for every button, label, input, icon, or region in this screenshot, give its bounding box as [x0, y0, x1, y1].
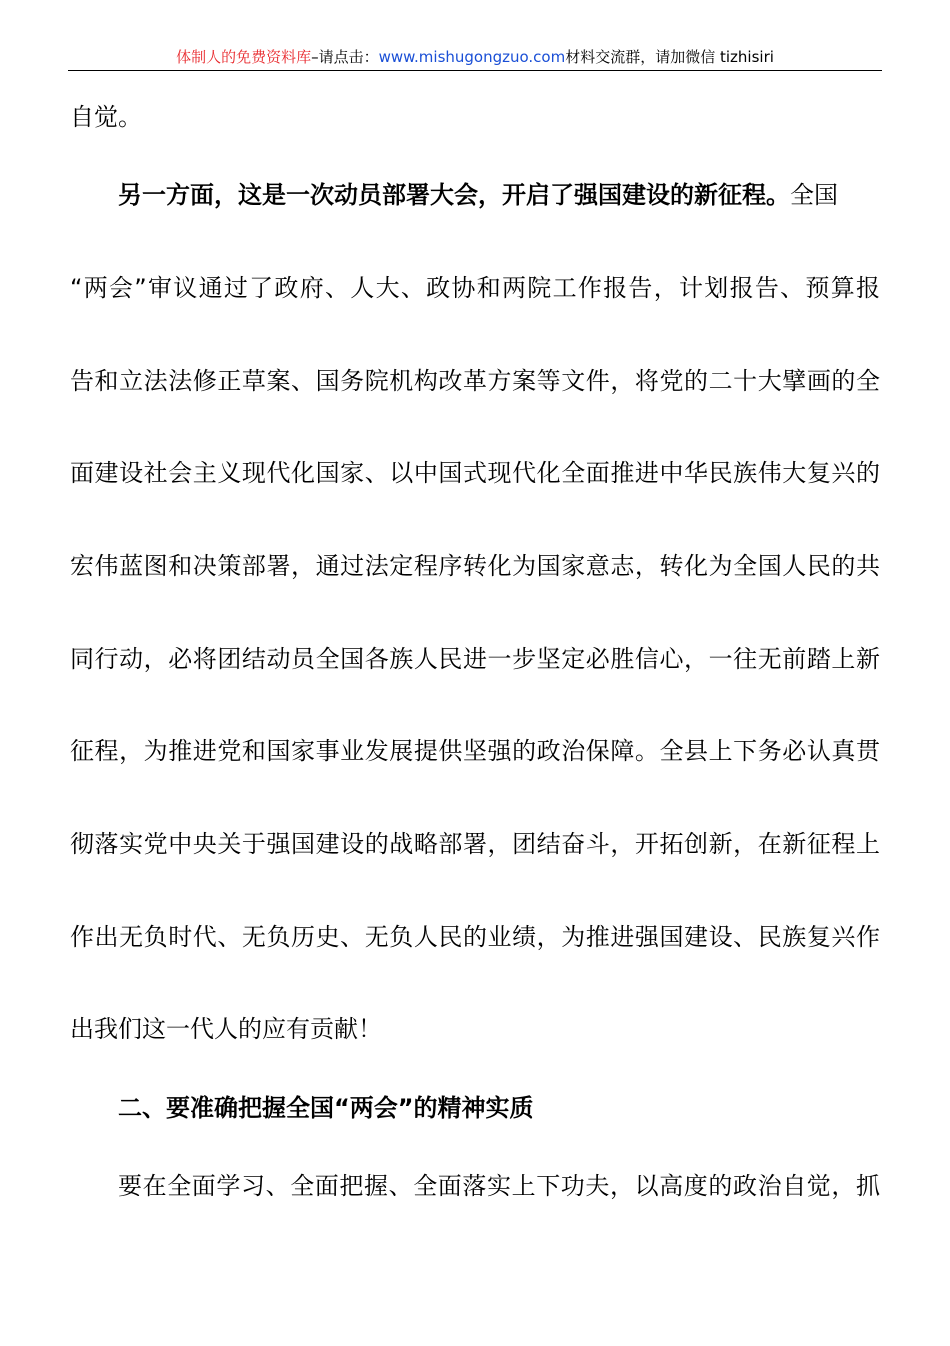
- header-link[interactable]: www.mishugongzuo.com: [378, 48, 566, 66]
- header-prompt: –请点击：: [311, 48, 379, 66]
- paragraph-line: 自觉。: [70, 103, 142, 131]
- lead-bold-sentence: 另一方面，这是一次动员部署大会，开启了强国建设的新征程。: [118, 181, 790, 209]
- paragraph-line: 要在全面学习、全面把握、全面落实上下功夫，以高度的政治自觉，抓: [118, 1172, 880, 1200]
- paragraph-line: 同行动，必将团结动员全国各族人民进一步坚定必胜信心，一往无前踏上新: [70, 645, 880, 673]
- paragraph-line: 告和立法法修正草案、国务院机构改革方案等文件，将党的二十大擘画的全: [70, 367, 880, 395]
- paragraph-line: “两会”审议通过了政府、人大、政协和两院工作报告，计划报告、预算报: [70, 274, 880, 302]
- page-header: [68, 46, 882, 71]
- paragraph-line: 面建设社会主义现代化国家、以中国式现代化全面推进中华民族伟大复兴的: [70, 459, 880, 487]
- paragraph-line-lead: [118, 179, 880, 211]
- paragraph-line: 宏伟蓝图和决策部署，通过法定程序转化为国家意志，转化为全国人民的共: [70, 552, 880, 580]
- paragraph-line: 彻落实党中央关于强国建设的战略部署，团结奋斗，开拓创新，在新征程上: [70, 830, 880, 858]
- lead-rest: 全国: [790, 181, 838, 209]
- paragraph-line: 出我们这一代人的应有贡献！: [70, 1015, 382, 1043]
- header-site-name: 体制人的免费资料库: [176, 48, 312, 66]
- header-note: 材料交流群，请加微信 tizhisiri: [565, 48, 774, 66]
- section-heading: 二、要准确把握全国“两会”的精神实质: [118, 1094, 534, 1122]
- paragraph-line: 作出无负时代、无负历史、无负人民的业绩，为推进强国建设、民族复兴作: [70, 923, 880, 951]
- paragraph-line: 征程，为推进党和国家事业发展提供坚强的政治保障。全县上下务必认真贯: [70, 737, 880, 765]
